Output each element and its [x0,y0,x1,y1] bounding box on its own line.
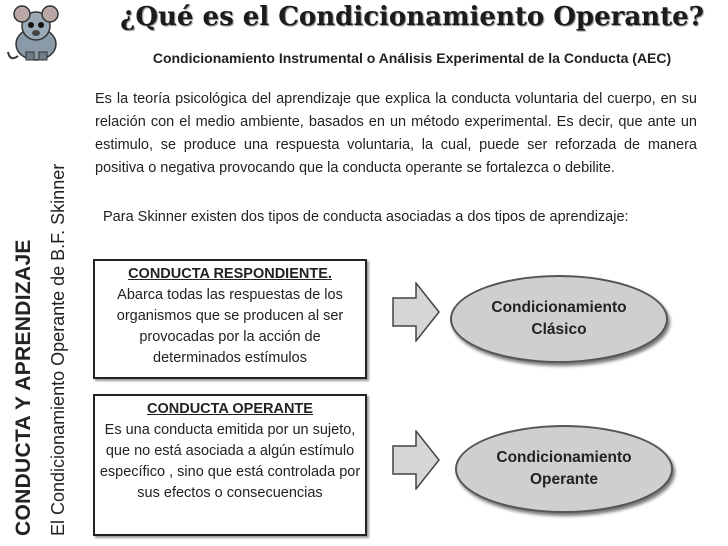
page-subtitle: Condicionamiento Instrumental o Análisis Experimental de la Conducta (AEC) [152,50,672,66]
page-title: ¿Qué es el Condicionamiento Operante? [120,2,704,32]
side-title: CONDUCTA Y APRENDIZAJE [12,239,35,536]
respondent-behavior-box [93,259,367,379]
ellipse-line: Condicionamiento [496,449,632,466]
box-heading: CONDUCTA RESPONDIENTE. [128,266,332,282]
ellipse-line: Clásico [531,321,587,338]
box-heading: CONDUCTA OPERANTE [147,401,313,417]
box-description: Abarca todas las respuestas de los organismos que se producen al ser provocadas por la acción de determinados estímulos [116,287,344,366]
intro-sentence: Para Skinner existen dos tipos de conducta asociadas a dos tipos de aprendizaje: [103,209,629,225]
side-subtitle: El Condicionamiento Operante de B.F. Skinner [48,163,68,536]
mouse-illustration [6,4,66,66]
ellipse-line: Condicionamiento [491,299,627,316]
classical-conditioning-ellipse [450,275,668,363]
right-arrow-icon [392,282,440,342]
operant-behavior-box [93,394,367,536]
definition-paragraph: Es la teoría psicológica del aprendizaje que explica la conducta voluntaria del cuerpo, en su relación con el medio ambiente, basados en un método experimental. Es decir, que ante un estimulo, se produce una respuesta voluntaria, la cual, puede ser reforzada de manera positiva o negativa provocando que la conducta operante se fortalezca o debilite. [95,91,697,176]
operant-conditioning-ellipse [455,425,673,513]
side-band [0,0,82,546]
right-arrow-icon [392,430,440,490]
box-description: Es una conducta emitida por un sujeto, que no está asociada a algún estímulo específico , sino que está controlada por sus efectos o consecuencias [99,422,361,501]
ellipse-line: Operante [529,471,599,488]
